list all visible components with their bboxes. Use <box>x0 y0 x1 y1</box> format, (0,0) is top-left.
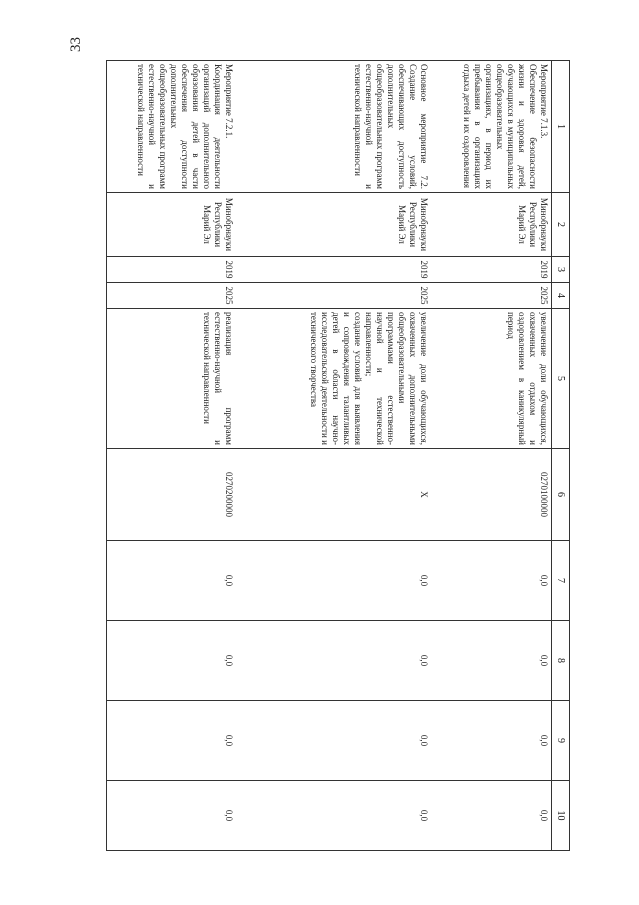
budget-code: X <box>237 449 432 541</box>
value-cell: 0,0 <box>107 621 237 701</box>
value-cell: 0,0 <box>107 541 237 621</box>
header-cell: 4 <box>552 283 570 309</box>
end-year: 2025 <box>237 283 432 309</box>
header-cell: 10 <box>552 781 570 851</box>
activity-name: Основное мероприятие 7.2. Создание условий, обеспечивающих доступность дополнительных общеобразовательных программ естественно-научной и технической направленности <box>237 61 432 193</box>
end-year: 2025 <box>107 283 237 309</box>
budget-code: 0270100000 <box>432 449 552 541</box>
program-table <box>106 60 570 851</box>
budget-code: 0270200000 <box>107 449 237 541</box>
value-cell: 0,0 <box>237 701 432 781</box>
expected-result: увеличение доли обучающихся, охваченных дополнительными общеобразовательными программами естественно-научной и технической направленности; создание условий для выявления и сопровождения талантливых детей в области научно-исследовательской деятельности и технического творчества <box>237 309 432 449</box>
value-cell: 0,0 <box>237 781 432 851</box>
value-cell: 0,0 <box>107 781 237 851</box>
start-year: 2019 <box>237 257 432 283</box>
expected-result: увеличение доли обучающихся, охваченных отдыхом и оздоровлением в каникулярный период <box>432 309 552 449</box>
header-cell: 6 <box>552 449 570 541</box>
header-cell: 7 <box>552 541 570 621</box>
header-row <box>552 61 570 851</box>
value-cell: 0,0 <box>432 701 552 781</box>
end-year: 2025 <box>432 283 552 309</box>
value-cell: 0,0 <box>237 621 432 701</box>
header-cell: 5 <box>552 309 570 449</box>
table-row <box>237 61 432 851</box>
value-cell: 0,0 <box>237 541 432 621</box>
rotated-table-container <box>100 60 570 850</box>
value-cell: 0,0 <box>107 701 237 781</box>
activity-name: Мероприятие 7.2.1. Координация деятельности организаций дополнительного образования детей в части обеспечения доступности дополнительных общеобразовательных программ естественно-научной и технической направленности <box>107 61 237 193</box>
page-number: 33 <box>68 37 84 52</box>
table-row <box>432 61 552 851</box>
value-cell: 0,0 <box>432 621 552 701</box>
header-cell: 8 <box>552 621 570 701</box>
header-cell: 9 <box>552 701 570 781</box>
header-cell: 1 <box>552 61 570 193</box>
start-year: 2019 <box>432 257 552 283</box>
header-cell: 3 <box>552 257 570 283</box>
executor: Минобрнауки Республики Марий Эл <box>237 193 432 257</box>
activity-name: Мероприятие 7.1.3. Обеспечение безопасности жизни и здоровья детей, обучающихся в муниципальных общеобразовательных организациях, в период их пребывания в организациях отдыха детей и их оздоровления <box>432 61 552 193</box>
executor: Минобрнауки Республики Марий Эл <box>107 193 237 257</box>
value-cell: 0,0 <box>432 541 552 621</box>
executor: Минобрнауки Республики Марий Эл <box>432 193 552 257</box>
start-year: 2019 <box>107 257 237 283</box>
header-cell: 2 <box>552 193 570 257</box>
value-cell: 0,0 <box>432 781 552 851</box>
table-row <box>107 61 237 851</box>
expected-result: реализация программ естественно-научной и технической направленности <box>107 309 237 449</box>
